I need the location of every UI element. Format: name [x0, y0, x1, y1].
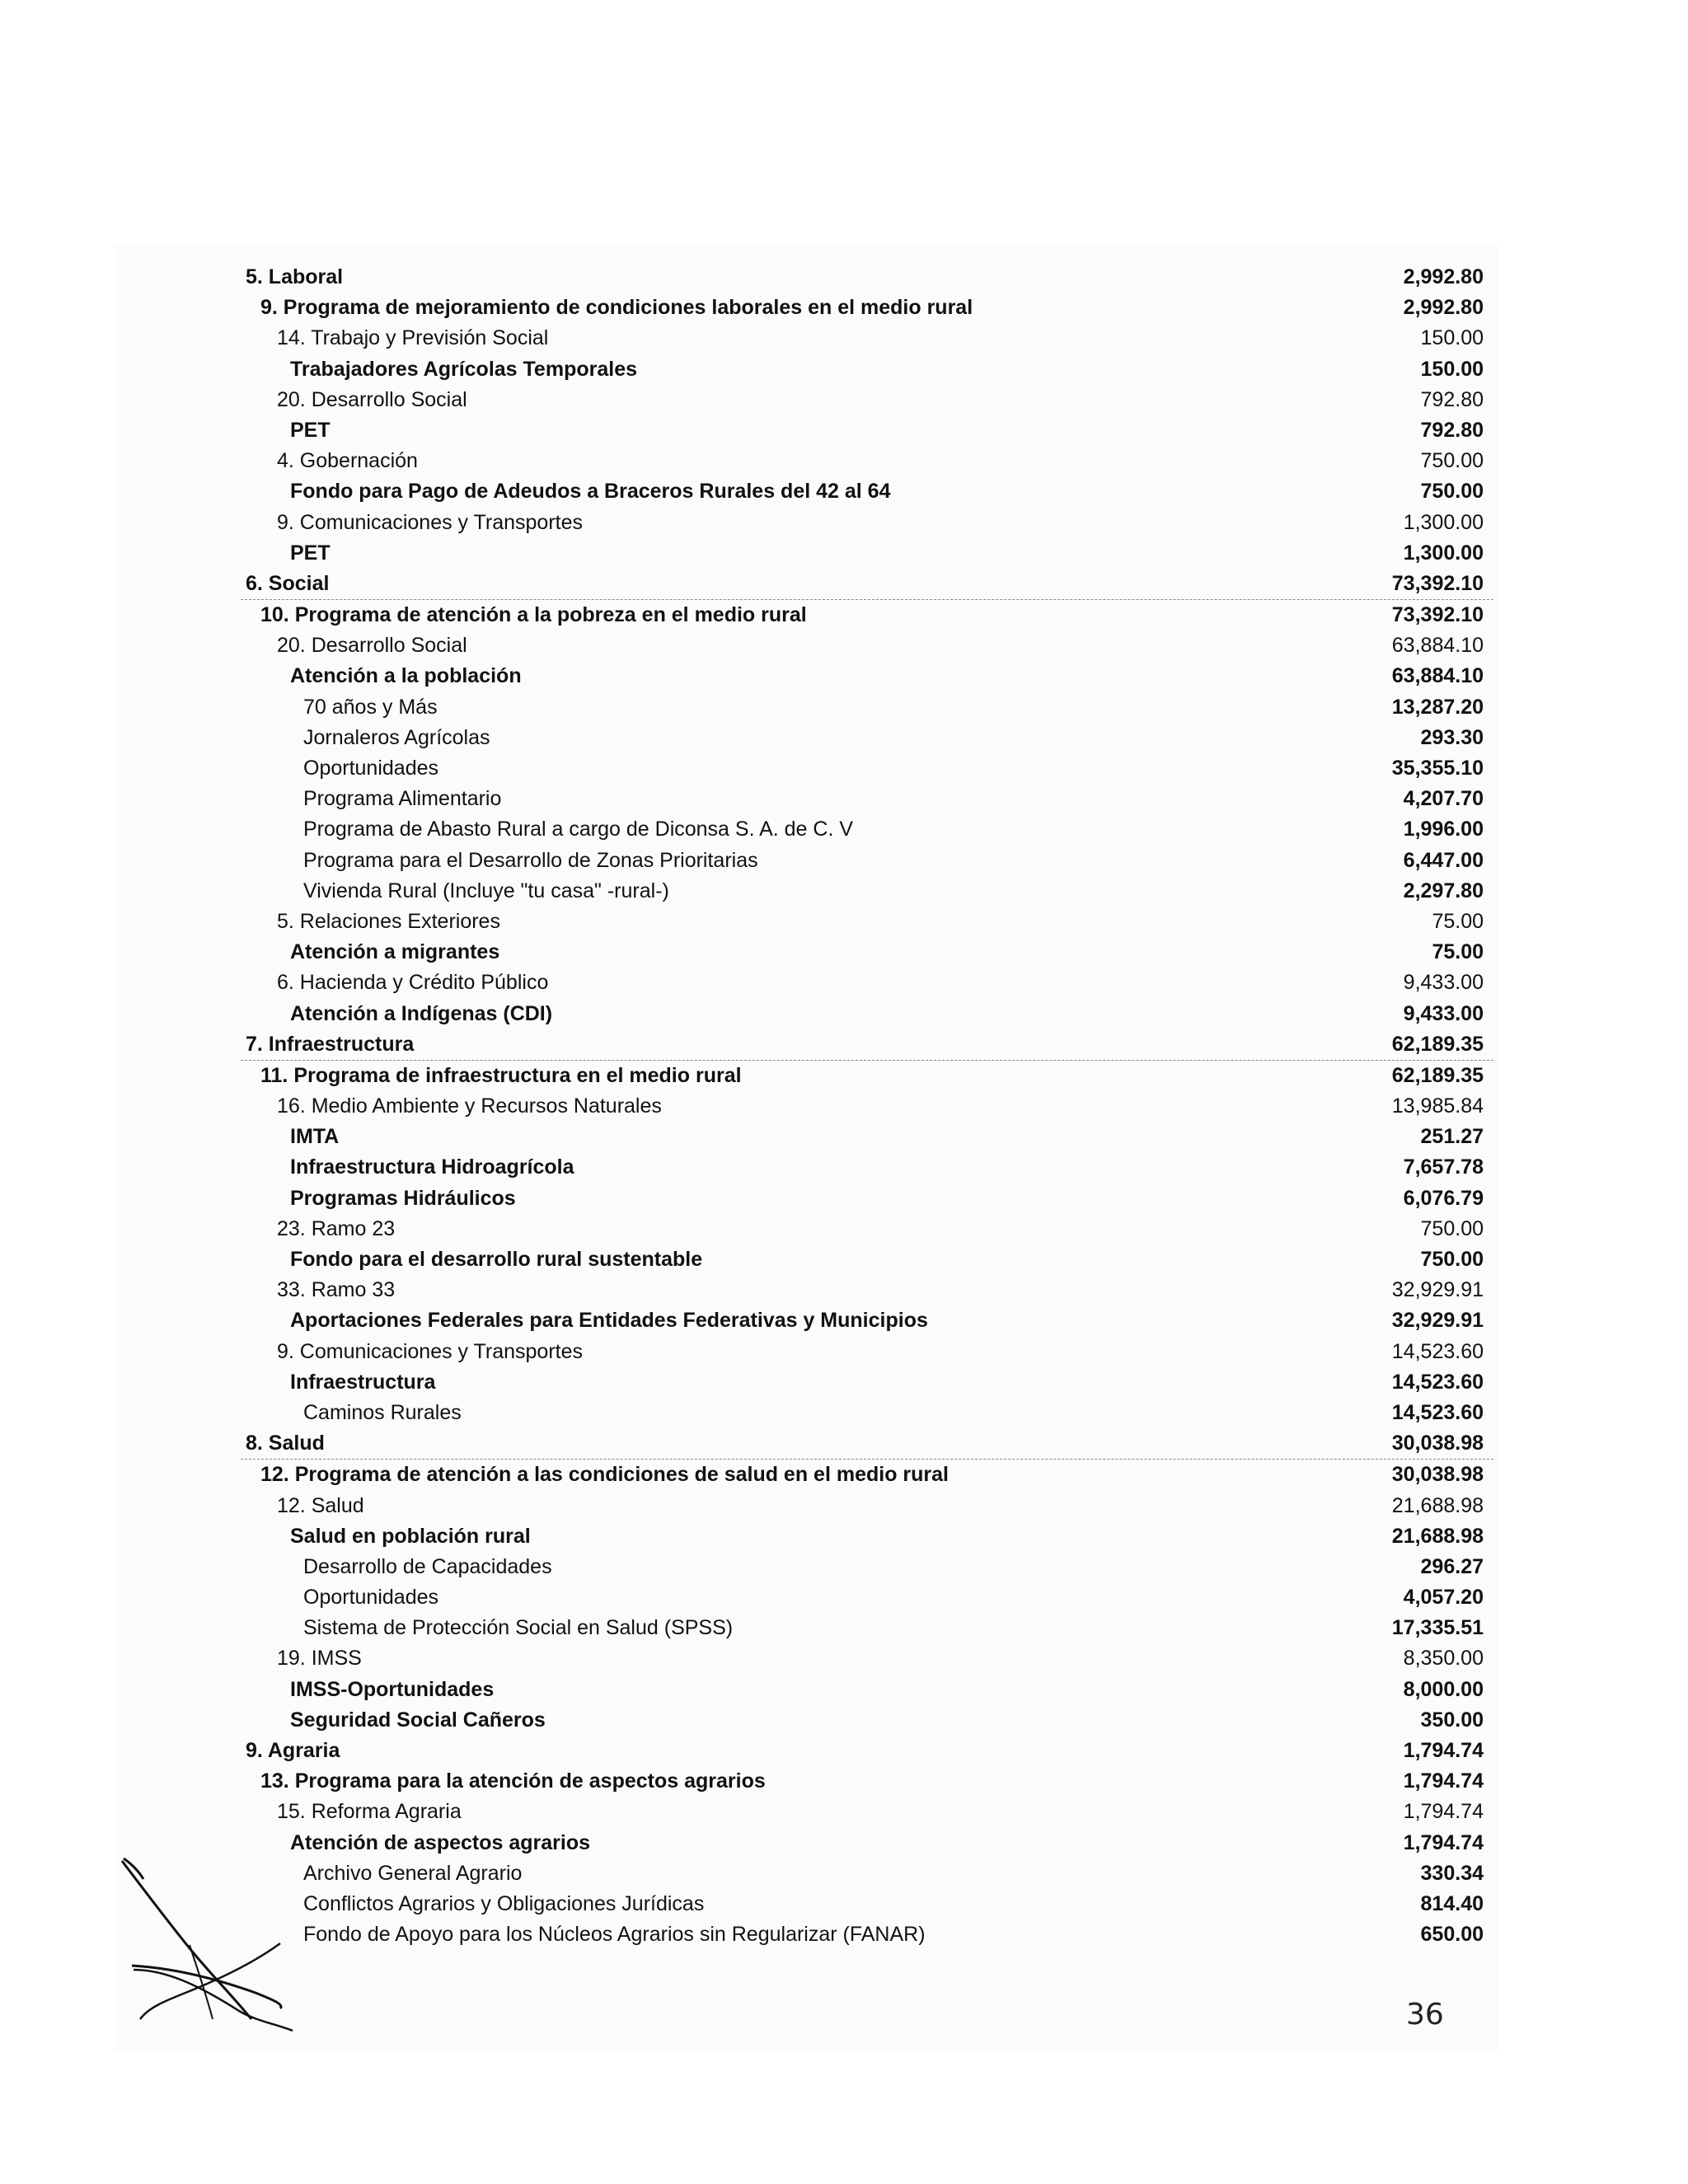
row-label: Infraestructura [290, 1370, 436, 1394]
table-row [241, 1643, 1493, 1674]
row-amount: 792.80 [1420, 418, 1484, 442]
table-row [241, 1367, 1493, 1398]
row-label: 70 años y Más [303, 695, 438, 719]
row-label: Atención a la población [290, 664, 522, 688]
row-label: 10. Programa de atención a la pobreza en el medio rural [260, 603, 807, 627]
row-amount: 330.34 [1420, 1861, 1484, 1885]
row-amount: 150.00 [1420, 357, 1484, 381]
table-row [241, 692, 1493, 723]
row-amount: 14,523.60 [1391, 1370, 1484, 1394]
row-amount: 1,794.74 [1403, 1769, 1484, 1793]
table-row [241, 1919, 1493, 1950]
row-amount: 73,392.10 [1391, 571, 1484, 595]
row-label: 33. Ramo 33 [277, 1278, 396, 1302]
row-amount: 1,300.00 [1403, 510, 1484, 534]
row-label: 23. Ramo 23 [277, 1216, 396, 1240]
row-label: 9. Comunicaciones y Transportes [277, 510, 584, 534]
row-label: Programa Alimentario [303, 787, 502, 811]
row-amount: 1,996.00 [1403, 818, 1484, 841]
row-amount: 251.27 [1420, 1125, 1484, 1149]
table-row [241, 999, 1493, 1029]
row-label: 6. Hacienda y Crédito Público [277, 971, 549, 995]
table-row [241, 1244, 1493, 1275]
table-row [241, 1091, 1493, 1122]
table-row [241, 1828, 1493, 1858]
row-label: Desarrollo de Capacidades [303, 1554, 552, 1578]
row-amount: 6,076.79 [1403, 1186, 1484, 1210]
row-amount: 750.00 [1420, 449, 1484, 473]
table-row [241, 1582, 1493, 1613]
table-row [241, 1491, 1493, 1521]
row-amount: 650.00 [1420, 1923, 1484, 1947]
table-row [241, 1337, 1493, 1367]
table-row [241, 538, 1493, 569]
row-amount: 2,992.80 [1403, 265, 1484, 288]
table-row [241, 630, 1493, 661]
table-row [241, 1152, 1493, 1183]
row-label: 5. Relaciones Exteriores [277, 909, 500, 933]
row-label: Vivienda Rural (Incluye "tu casa" -rural-) [303, 879, 669, 902]
row-label: 4. Gobernación [277, 449, 418, 473]
row-amount: 62,189.35 [1391, 1032, 1484, 1056]
row-label: 13. Programa para la atención de aspectos agrarios [260, 1769, 766, 1793]
row-amount: 350.00 [1420, 1708, 1484, 1732]
row-amount: 13,985.84 [1391, 1094, 1484, 1118]
row-amount: 792.80 [1420, 387, 1484, 411]
row-amount: 9,433.00 [1403, 971, 1484, 995]
row-label: Fondo de Apoyo para los Núcleos Agrarios sin Regularizar (FANAR) [303, 1923, 926, 1947]
table-row [241, 600, 1493, 630]
row-amount: 73,392.10 [1391, 603, 1484, 627]
row-label: 11. Programa de infraestructura en el medio rural [260, 1063, 742, 1087]
row-label: 14. Trabajo y Previsión Social [277, 326, 549, 350]
table-row [241, 1428, 1493, 1460]
row-label: Fondo para el desarrollo rural sustentable [290, 1248, 703, 1271]
row-amount: 8,350.00 [1403, 1647, 1484, 1671]
row-amount: 750.00 [1420, 480, 1484, 504]
table-row [241, 907, 1493, 937]
table-row [241, 1460, 1493, 1490]
row-amount: 1,794.74 [1403, 1800, 1484, 1824]
row-label: IMTA [290, 1125, 340, 1149]
row-label: Atención a migrantes [290, 940, 500, 964]
row-amount: 17,335.51 [1391, 1616, 1484, 1640]
row-label: Atención a Indígenas (CDI) [290, 1001, 553, 1025]
row-label: Atención de aspectos agrarios [290, 1830, 591, 1854]
row-label: 20. Desarrollo Social [277, 634, 467, 658]
table-row [241, 661, 1493, 691]
table-row [241, 1552, 1493, 1582]
page-number: 36 [1406, 1998, 1444, 2032]
row-amount: 150.00 [1420, 326, 1484, 350]
table-row [241, 846, 1493, 876]
table-row [241, 1398, 1493, 1428]
table-row [241, 476, 1493, 507]
row-amount: 2,992.80 [1403, 296, 1484, 320]
table-row [241, 1305, 1493, 1336]
row-amount: 62,189.35 [1391, 1063, 1484, 1087]
row-amount: 14,523.60 [1391, 1400, 1484, 1424]
table-row [241, 293, 1493, 323]
table-row [241, 323, 1493, 354]
row-label: Sistema de Protección Social en Salud (SPSS) [303, 1616, 734, 1640]
row-amount: 63,884.10 [1391, 664, 1484, 688]
table-row [241, 508, 1493, 538]
row-label: Infraestructura Hidroagrícola [290, 1155, 574, 1179]
row-amount: 75.00 [1432, 909, 1484, 933]
row-amount: 21,688.98 [1391, 1493, 1484, 1517]
row-label: PET [290, 541, 331, 565]
row-amount: 14,523.60 [1391, 1339, 1484, 1363]
row-label: Aportaciones Federales para Entidades Federativas y Municipios [290, 1309, 928, 1333]
row-label: 12. Programa de atención a las condiciones de salud en el medio rural [260, 1463, 949, 1487]
row-label: 12. Salud [277, 1493, 364, 1517]
row-label: Oportunidades [303, 1586, 439, 1610]
table-row [241, 1736, 1493, 1766]
row-label: Programas Hidráulicos [290, 1186, 516, 1210]
row-amount: 6,447.00 [1403, 848, 1484, 872]
row-amount: 1,794.74 [1403, 1739, 1484, 1762]
row-amount: 4,207.70 [1403, 787, 1484, 811]
row-amount: 2,297.80 [1403, 879, 1484, 902]
row-label: 20. Desarrollo Social [277, 387, 467, 411]
row-label: IMSS-Oportunidades [290, 1677, 495, 1701]
row-label: PET [290, 418, 331, 442]
table-row [241, 1061, 1493, 1091]
row-label: Fondo para Pago de Adeudos a Braceros Rurales del 42 al 64 [290, 480, 891, 504]
row-amount: 30,038.98 [1391, 1463, 1484, 1487]
row-label: Programa de Abasto Rural a cargo de Diconsa S. A. de C. V [303, 818, 854, 841]
row-amount: 75.00 [1432, 940, 1484, 964]
table-row [241, 723, 1493, 753]
table-row [241, 385, 1493, 415]
table-row [241, 354, 1493, 385]
row-label: Oportunidades [303, 757, 439, 780]
row-label: 6. Social [246, 571, 330, 595]
table-row [241, 1214, 1493, 1244]
row-label: 9. Programa de mejoramiento de condiciones laborales en el medio rural [260, 296, 973, 320]
table-row [241, 262, 1493, 293]
row-label: Salud en población rural [290, 1524, 531, 1548]
row-amount: 4,057.20 [1403, 1586, 1484, 1610]
row-amount: 7,657.78 [1403, 1155, 1484, 1179]
row-label: 8. Salud [246, 1432, 325, 1455]
row-amount: 9,433.00 [1403, 1001, 1484, 1025]
table-row [241, 1766, 1493, 1797]
table-row [241, 814, 1493, 845]
row-amount: 32,929.91 [1391, 1278, 1484, 1302]
table-row [241, 1797, 1493, 1827]
row-amount: 1,794.74 [1403, 1830, 1484, 1854]
row-label: Jornaleros Agrícolas [303, 725, 490, 749]
table-row [241, 1029, 1493, 1061]
row-label: Programa para el Desarrollo de Zonas Prioritarias [303, 848, 758, 872]
row-label: Conflictos Agrarios y Obligaciones Jurídicas [303, 1891, 705, 1915]
row-label: 16. Medio Ambiente y Recursos Naturales [277, 1094, 662, 1118]
table-row [241, 1705, 1493, 1736]
table-row [241, 1521, 1493, 1552]
row-amount: 63,884.10 [1391, 634, 1484, 658]
table-row [241, 415, 1493, 446]
row-amount: 750.00 [1420, 1248, 1484, 1271]
row-label: 19. IMSS [277, 1647, 362, 1671]
row-amount: 32,929.91 [1391, 1309, 1484, 1333]
row-amount: 30,038.98 [1391, 1432, 1484, 1455]
row-amount: 13,287.20 [1391, 695, 1484, 719]
table-row [241, 1613, 1493, 1643]
table-row [241, 1183, 1493, 1214]
row-amount: 21,688.98 [1391, 1524, 1484, 1548]
row-label: Seguridad Social Cañeros [290, 1708, 546, 1732]
row-label: 9. Comunicaciones y Transportes [277, 1339, 584, 1363]
row-amount: 1,300.00 [1403, 541, 1484, 565]
row-label: Archivo General Agrario [303, 1861, 523, 1885]
row-amount: 814.40 [1420, 1891, 1484, 1915]
table-row [241, 968, 1493, 998]
budget-table [241, 262, 1493, 1950]
row-amount: 8,000.00 [1403, 1677, 1484, 1701]
table-row [241, 784, 1493, 814]
row-amount: 296.27 [1420, 1554, 1484, 1578]
table-row [241, 569, 1493, 600]
table-row [241, 753, 1493, 784]
table-row [241, 876, 1493, 907]
table-row [241, 1275, 1493, 1305]
row-amount: 35,355.10 [1391, 757, 1484, 780]
table-row [241, 1889, 1493, 1919]
row-amount: 750.00 [1420, 1216, 1484, 1240]
handwritten-signature [115, 1846, 305, 2036]
row-label: Caminos Rurales [303, 1400, 462, 1424]
table-row [241, 937, 1493, 968]
row-amount: 293.30 [1420, 725, 1484, 749]
row-label: 15. Reforma Agraria [277, 1800, 462, 1824]
row-label: 5. Laboral [246, 265, 344, 288]
row-label: Trabajadores Agrícolas Temporales [290, 357, 637, 381]
table-row [241, 446, 1493, 476]
table-row [241, 1675, 1493, 1705]
row-label: 9. Agraria [246, 1739, 340, 1762]
row-label: 7. Infraestructura [246, 1032, 415, 1056]
table-row [241, 1858, 1493, 1889]
table-row [241, 1122, 1493, 1152]
